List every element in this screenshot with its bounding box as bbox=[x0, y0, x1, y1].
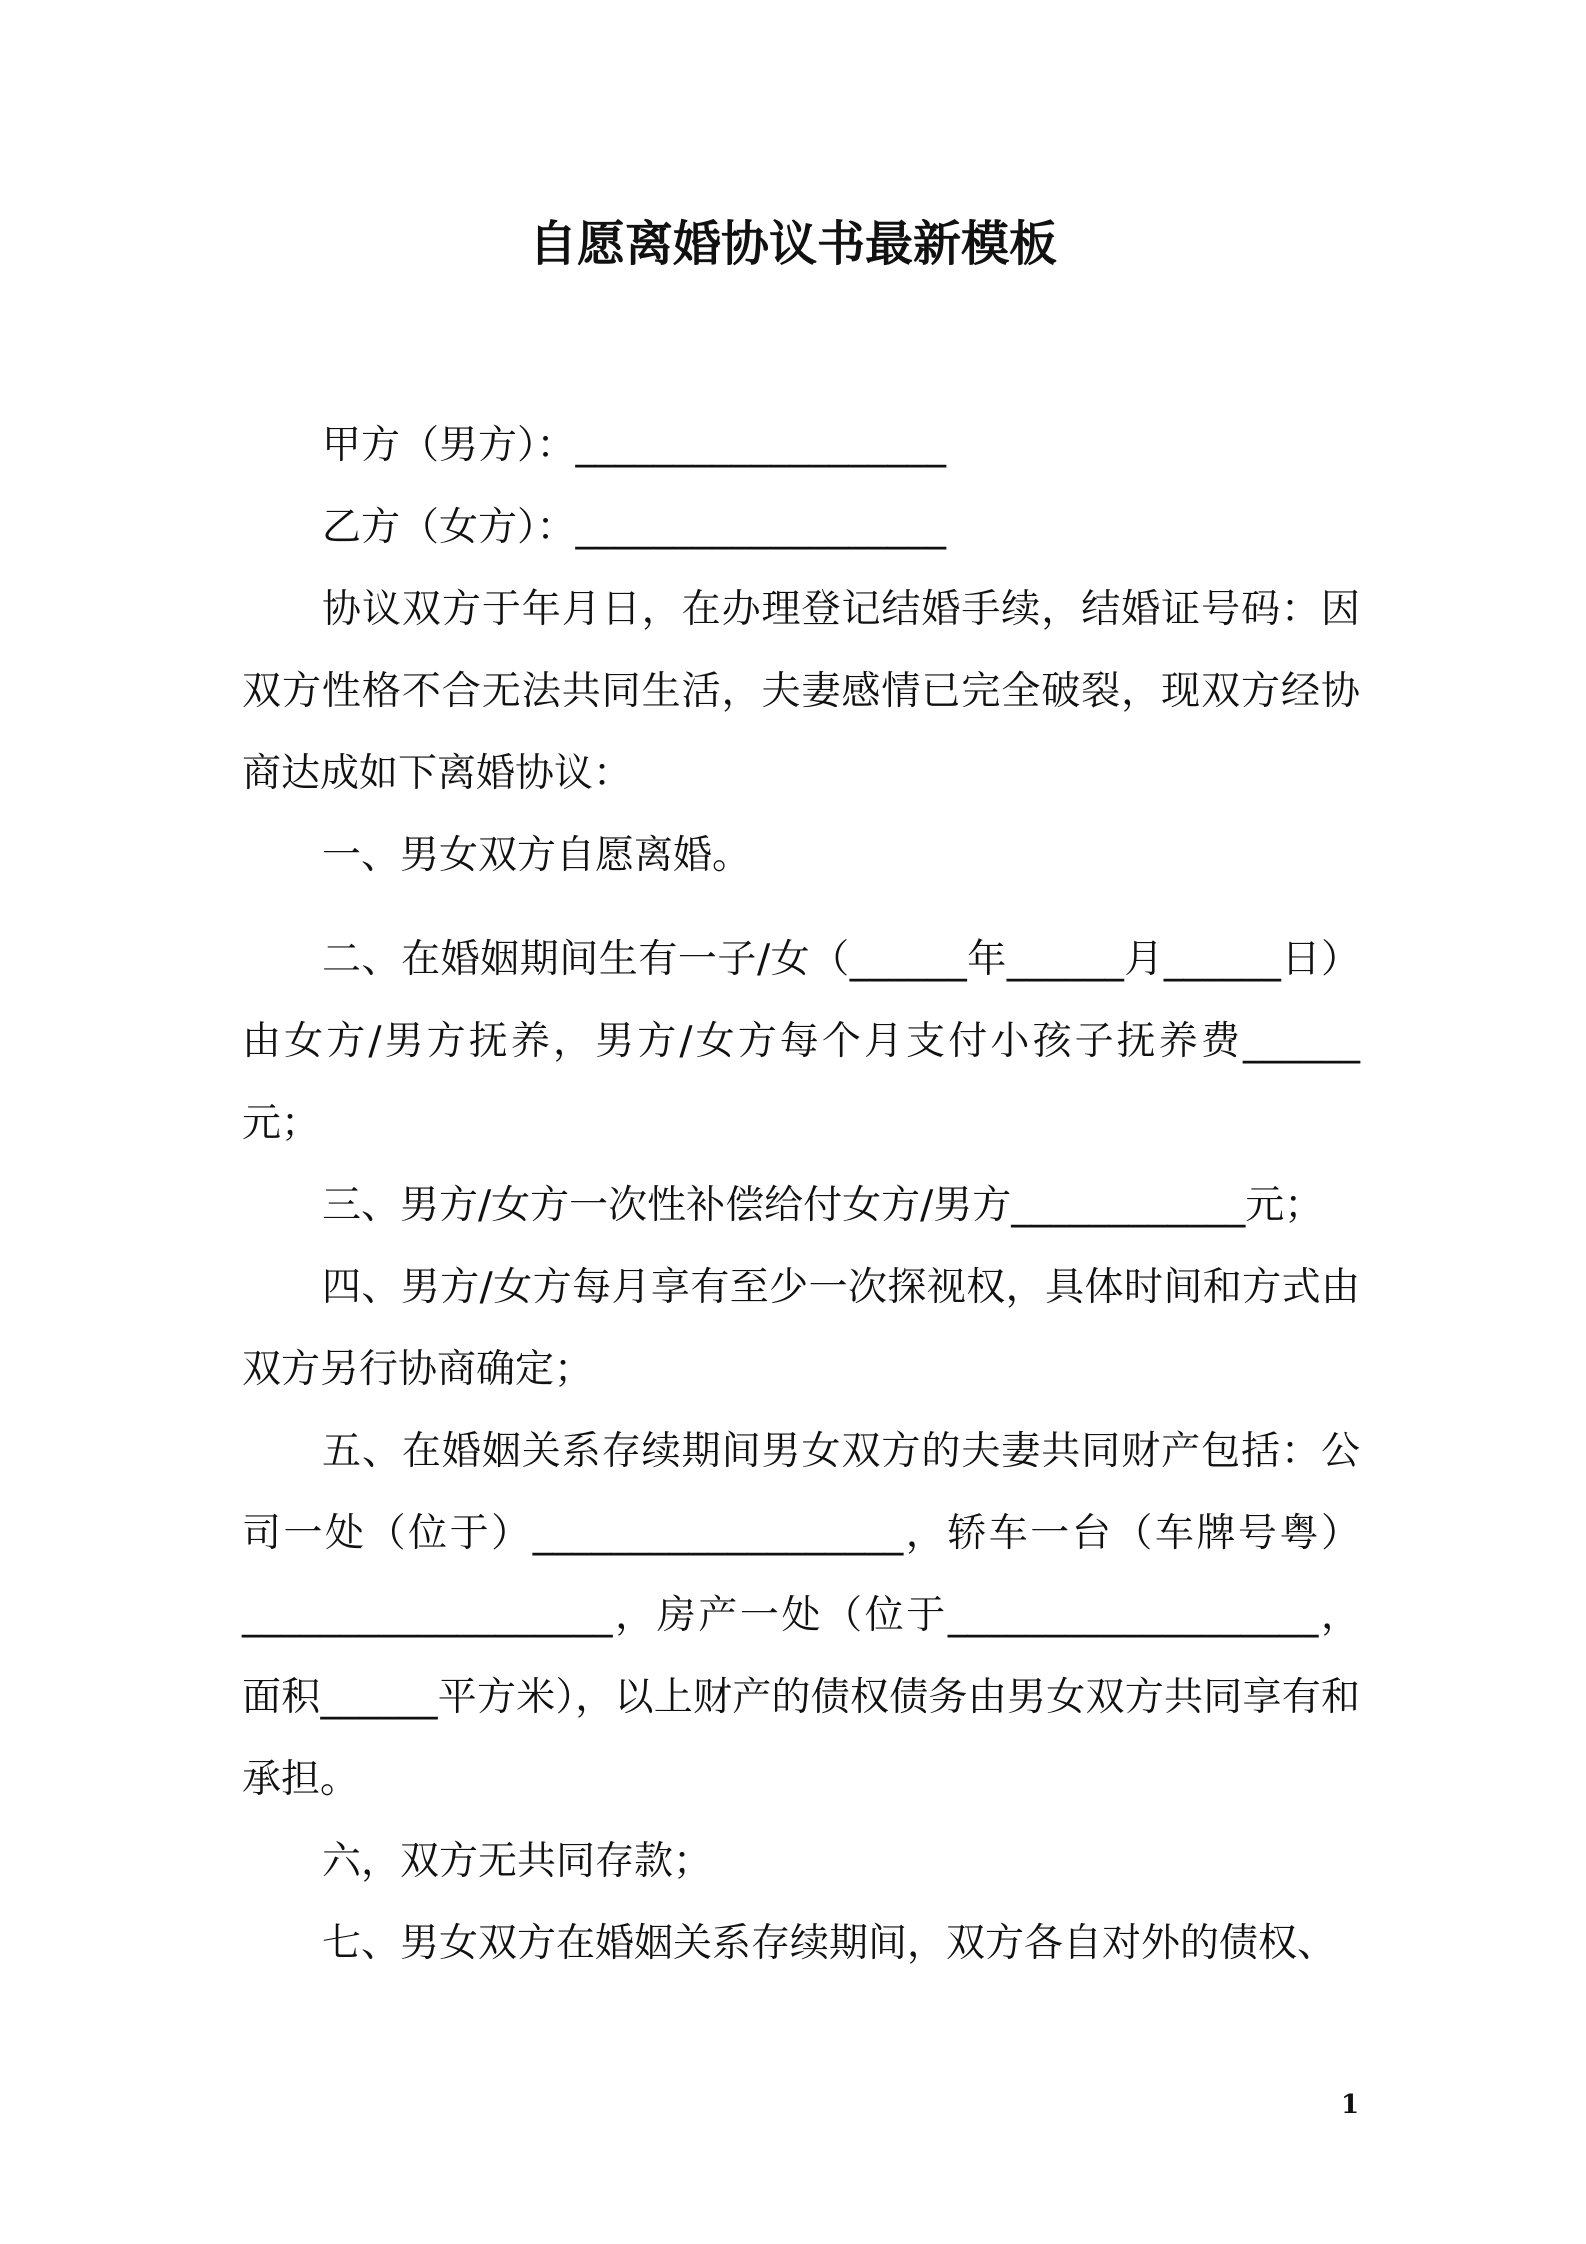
clause-3: 三、男方/女方一次性补偿给付女方/男方____________元； bbox=[322, 1183, 1324, 1228]
clause-5: 五、在婚姻关系存续期间男女双方的夫妻共同财产包括：公司一处（位于）___________________，轿车一台（车牌号粤）___________________，房产一处（位于___________________，面积______平方米），以上财产的债权债务由男女双方共同享有和承担。 bbox=[242, 1429, 1360, 1802]
party-a-line: 甲方（男方）：___________________ bbox=[322, 423, 947, 468]
party-b-line: 乙方（女方）：___________________ bbox=[322, 505, 947, 550]
page-number: 1 bbox=[1340, 2090, 1360, 2120]
clause-1: 一、男女双方自愿离婚。 bbox=[322, 833, 752, 878]
clause-7: 七、男女双方在婚姻关系存续期间，双方各自对外的债权、 bbox=[322, 1921, 1337, 1966]
document-body bbox=[242, 405, 1360, 1985]
preamble-paragraph: 协议双方于年月日，在办理登记结婚手续，结婚证号码：因双方性格不合无法共同生活，夫妻感情已完全破裂，现双方经协商达成如下离婚协议： bbox=[242, 587, 1360, 796]
clause-2: 二、在婚姻期间生有一子/女（______年______月______日）由女方/男方抚养，男方/女方每个月支付小孩子抚养费______元； bbox=[242, 937, 1360, 1146]
clause-6: 六，双方无共同存款； bbox=[322, 1839, 713, 1884]
clause-4: 四、男方/女方每月享有至少一次探视权，具体时间和方式由双方另行协商确定； bbox=[242, 1265, 1360, 1392]
document-title: 自愿离婚协议书最新模板 bbox=[528, 216, 1057, 272]
